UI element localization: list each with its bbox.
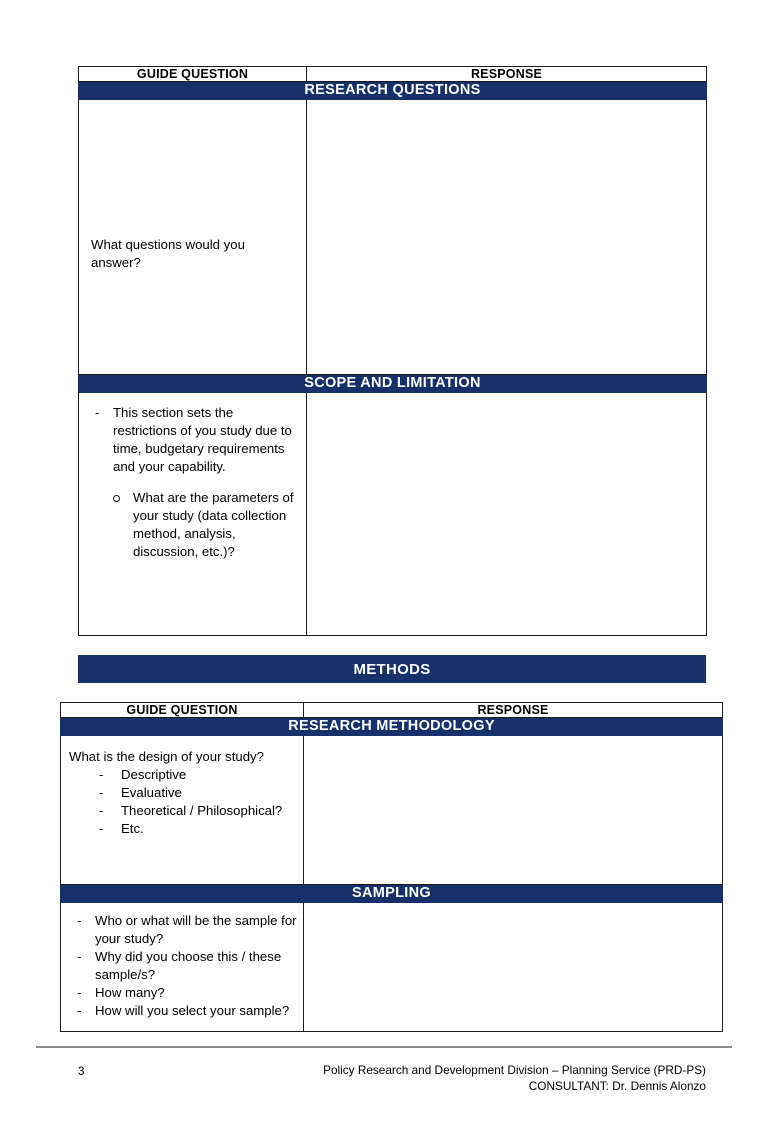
scope-content	[79, 393, 306, 572]
response-cell-sampling[interactable]	[304, 902, 723, 1031]
methodology-dash-list	[69, 766, 299, 838]
list-item: - This section sets the restrictions of you study due to time, budgetary requirements and your capability.	[79, 404, 298, 476]
table-header-row	[79, 67, 707, 82]
list-item: - How will you select your sample?	[61, 1002, 297, 1020]
list-item: - How many?	[61, 984, 297, 1002]
sampling-content	[61, 903, 303, 1028]
section-band-research-methodology	[61, 718, 723, 736]
list-item: - Why did you choose this / these sample/s?	[61, 948, 297, 984]
footer-line-2: CONSULTANT: Dr. Dennis Alonzo	[528, 1078, 706, 1093]
response-text-scope-and-limitation	[307, 393, 706, 413]
guide-cell-research-methodology	[61, 736, 304, 885]
scope-dash-list	[79, 404, 298, 476]
column-header-response: RESPONSE	[304, 703, 723, 718]
page-footer	[0, 1060, 768, 1106]
response-cell-scope-and-limitation[interactable]	[307, 392, 707, 635]
band-label-sampling: SAMPLING	[61, 885, 723, 903]
column-header-response: RESPONSE	[307, 67, 707, 82]
section-band-research-questions	[79, 82, 707, 100]
list-item: - Evaluative	[69, 784, 299, 802]
sampling-dash-list	[61, 912, 297, 1020]
guide-cell-sampling	[61, 902, 304, 1031]
methods-banner-label: METHODS	[353, 660, 431, 678]
footer-divider	[36, 1046, 732, 1048]
list-item: - Descriptive	[69, 766, 299, 784]
table-row-research-questions	[79, 100, 707, 375]
response-text-sampling	[304, 903, 722, 923]
table-row-sampling	[61, 902, 723, 1031]
guide-cell-research-questions	[79, 100, 307, 375]
guide-cell-scope-and-limitation	[79, 392, 307, 635]
response-cell-research-questions[interactable]	[307, 100, 707, 375]
guide-text-research-questions: What questions would you answer?	[91, 237, 245, 271]
column-header-guide-question: GUIDE QUESTION	[79, 67, 307, 82]
list-item: What are the parameters of your study (data collection method, analysis, discussion, etc.)?	[109, 489, 298, 561]
response-text-research-methodology	[304, 736, 722, 756]
page-number: 3	[78, 1066, 85, 1078]
list-item: - Etc.	[69, 820, 299, 838]
column-header-guide-question: GUIDE QUESTION	[61, 703, 304, 718]
research-questions-table	[78, 66, 707, 636]
list-item: - Who or what will be the sample for your study?	[61, 912, 297, 948]
band-label-scope-and-limitation: SCOPE AND LIMITATION	[79, 375, 707, 393]
response-cell-research-methodology[interactable]	[304, 736, 723, 885]
section-band-sampling	[61, 885, 723, 903]
footer-line-1: Policy Research and Development Division – Planning Service (PRD-PS)	[323, 1063, 706, 1077]
methodology-content	[61, 736, 303, 848]
section-band-scope-and-limitation	[79, 375, 707, 393]
methods-table	[60, 702, 723, 1032]
scope-circle-list	[109, 489, 298, 561]
methodology-lead-text: What is the design of your study?	[69, 749, 264, 765]
response-text-research-questions	[307, 100, 706, 120]
footer-credit	[323, 1063, 706, 1095]
band-label-research-questions: RESEARCH QUESTIONS	[79, 82, 707, 100]
methods-section-banner	[78, 655, 706, 683]
table-row-research-methodology	[61, 736, 723, 885]
band-label-research-methodology: RESEARCH METHODOLOGY	[61, 718, 723, 736]
table-header-row	[61, 703, 723, 718]
table-row-scope-and-limitation	[79, 392, 707, 635]
list-item: - Theoretical / Philosophical?	[69, 802, 299, 820]
